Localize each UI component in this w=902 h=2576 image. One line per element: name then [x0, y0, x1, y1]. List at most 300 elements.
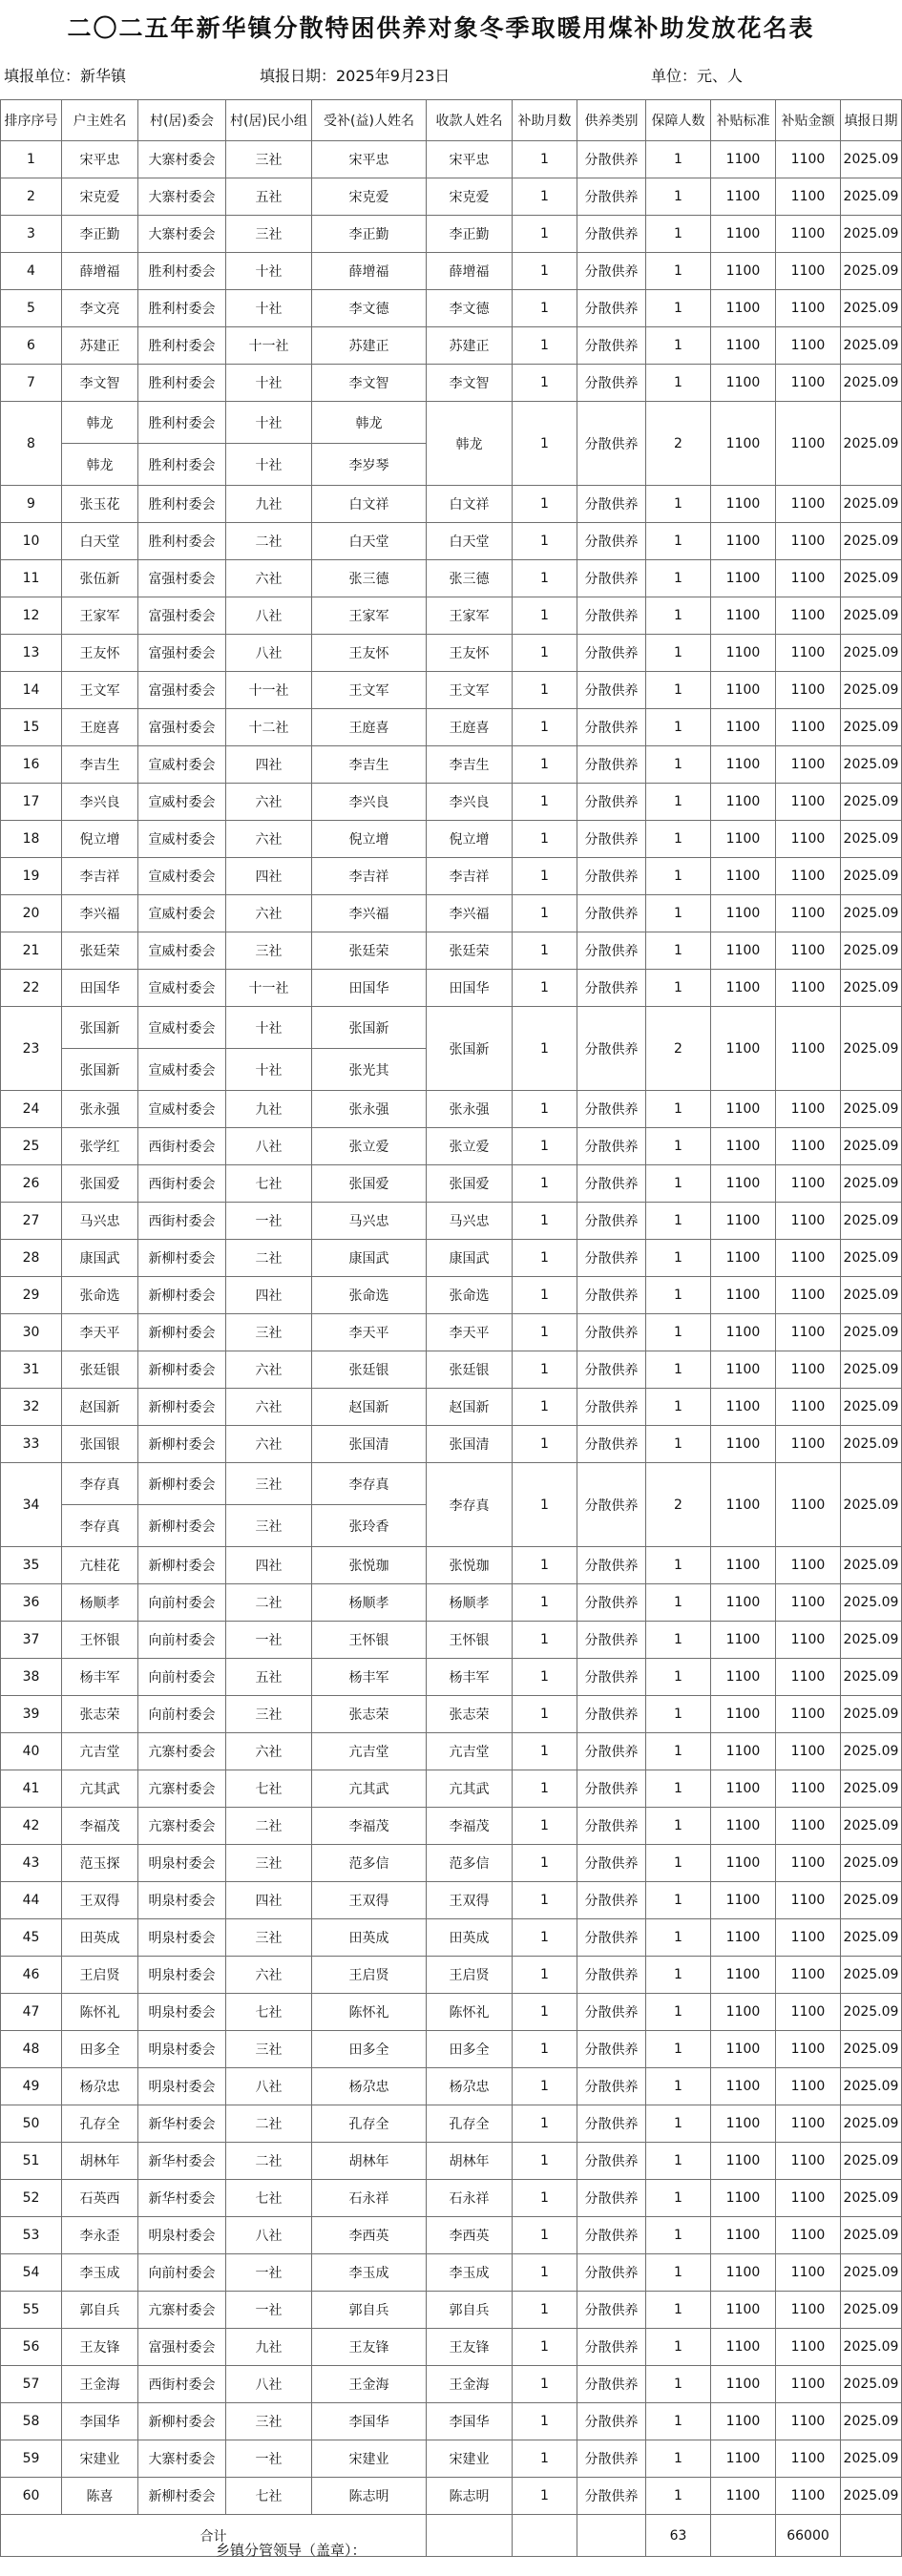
table-row	[1, 895, 902, 932]
table-row	[1, 1622, 902, 1659]
subsidy-standard-cell: 1100	[711, 1845, 776, 1882]
payee-name-cell: 王文军	[427, 672, 513, 709]
beneficiary-name-cell: 范多信	[312, 1845, 427, 1882]
row-number-cell: 34	[1, 1463, 62, 1547]
fill-date-cell: 2025.09	[841, 1994, 902, 2031]
household-head-cell: 张廷银	[62, 1351, 138, 1389]
village-committee-cell: 新柳村委会	[138, 1351, 226, 1389]
household-head-cell: 王怀银	[62, 1622, 138, 1659]
total-row	[1, 2515, 902, 2557]
support-type-cell: 分散供养	[577, 2031, 646, 2068]
subsidy-standard-cell: 1100	[711, 2478, 776, 2515]
village-group-cell: 十一社	[226, 327, 312, 365]
table-row	[1, 1426, 902, 1463]
household-head-cell: 王文军	[62, 672, 138, 709]
fill-date-cell: 2025.09	[841, 1426, 902, 1463]
support-type-cell: 分散供养	[577, 2105, 646, 2143]
fill-date-cell: 2025.09	[841, 1659, 902, 1696]
subsidy-amount-cell: 1100	[776, 1203, 841, 1240]
fill-date-cell: 2025.09	[841, 709, 902, 746]
subsidy-standard-cell: 1100	[711, 2068, 776, 2105]
village-committee-cell: 向前村委会	[138, 1659, 226, 1696]
total-empty-cell	[711, 2515, 776, 2557]
support-type-cell: 分散供养	[577, 970, 646, 1007]
household-head-cell: 范玉探	[62, 1845, 138, 1882]
subsidy-standard-cell: 1100	[711, 597, 776, 635]
payee-name-cell: 宋平忠	[427, 141, 513, 178]
beneficiary-name-cell: 王怀银	[312, 1622, 427, 1659]
subsidy-amount-cell: 1100	[776, 327, 841, 365]
fill-date-cell: 2025.09	[841, 365, 902, 402]
beneficiary-name-cell: 薛增福	[312, 253, 427, 290]
row-number-cell: 44	[1, 1882, 62, 1919]
household-head-cell: 李吉生	[62, 746, 138, 784]
table-row	[1, 2031, 902, 2068]
row-number-cell: 57	[1, 2366, 62, 2403]
row-number-cell: 56	[1, 2329, 62, 2366]
village-committee-cell: 明泉村委会	[138, 1845, 226, 1882]
subsidy-standard-cell: 1100	[711, 970, 776, 1007]
village-committee-cell: 亢寨村委会	[138, 1770, 226, 1808]
covered-people-cell: 1	[646, 2329, 711, 2366]
beneficiary-name-cell: 倪立增	[312, 821, 427, 858]
total-empty-cell	[841, 2515, 902, 2557]
beneficiary-name-cell: 杨丰军	[312, 1659, 427, 1696]
table-row	[1, 821, 902, 858]
village-committee-cell: 胜利村委会	[138, 402, 226, 444]
village-group-cell: 十社	[226, 253, 312, 290]
household-head-cell: 张学红	[62, 1128, 138, 1165]
subsidy-standard-cell: 1100	[711, 2292, 776, 2329]
table-row	[1, 1659, 902, 1696]
village-committee-cell: 宣威村委会	[138, 932, 226, 970]
fill-date-cell: 2025.09	[841, 327, 902, 365]
support-type-cell: 分散供养	[577, 1314, 646, 1351]
header-cell: 收款人姓名	[427, 100, 513, 141]
subsidy-months-cell: 1	[513, 1622, 577, 1659]
subsidy-months-cell: 1	[513, 821, 577, 858]
village-committee-cell: 新柳村委会	[138, 1240, 226, 1277]
row-number-cell: 52	[1, 2180, 62, 2217]
payee-name-cell: 王友锋	[427, 2329, 513, 2366]
household-head-cell: 田多全	[62, 2031, 138, 2068]
support-type-cell: 分散供养	[577, 365, 646, 402]
support-type-cell: 分散供养	[577, 141, 646, 178]
row-number-cell: 55	[1, 2292, 62, 2329]
village-committee-cell: 明泉村委会	[138, 2217, 226, 2254]
village-committee-cell: 胜利村委会	[138, 444, 226, 486]
beneficiary-name-cell: 胡林年	[312, 2143, 427, 2180]
subsidy-amount-cell: 1100	[776, 895, 841, 932]
row-number-cell: 1	[1, 141, 62, 178]
subsidy-months-cell: 1	[513, 178, 577, 216]
subsidy-amount-cell: 1100	[776, 932, 841, 970]
row-number-cell: 37	[1, 1622, 62, 1659]
village-group-cell: 三社	[226, 932, 312, 970]
subsidy-standard-cell: 1100	[711, 1007, 776, 1091]
row-number-cell: 26	[1, 1165, 62, 1203]
payee-name-cell: 韩龙	[427, 402, 513, 486]
fill-date-cell: 2025.09	[841, 746, 902, 784]
household-head-cell: 李吉祥	[62, 858, 138, 895]
beneficiary-name-cell: 白文祥	[312, 486, 427, 523]
beneficiary-name-cell: 李存真	[312, 1463, 427, 1505]
beneficiary-name-cell: 张永强	[312, 1091, 427, 1128]
support-type-cell: 分散供养	[577, 1808, 646, 1845]
beneficiary-name-cell: 韩龙	[312, 402, 427, 444]
support-type-cell: 分散供养	[577, 2254, 646, 2292]
subsidy-standard-cell: 1100	[711, 635, 776, 672]
fill-date-cell: 2025.09	[841, 970, 902, 1007]
village-committee-cell: 新柳村委会	[138, 1547, 226, 1584]
household-head-cell: 田国华	[62, 970, 138, 1007]
village-group-cell: 六社	[226, 1351, 312, 1389]
header-cell: 受补(益)人姓名	[312, 100, 427, 141]
covered-people-cell: 1	[646, 1994, 711, 2031]
table-row	[1, 560, 902, 597]
payee-name-cell: 杨丰军	[427, 1659, 513, 1696]
support-type-cell: 分散供养	[577, 2478, 646, 2515]
beneficiary-name-cell: 苏建正	[312, 327, 427, 365]
village-group-cell: 六社	[226, 1957, 312, 1994]
covered-people-cell: 1	[646, 327, 711, 365]
village-committee-cell: 明泉村委会	[138, 1919, 226, 1957]
row-number-cell: 33	[1, 1426, 62, 1463]
payee-name-cell: 杨顺孝	[427, 1584, 513, 1622]
support-type-cell: 分散供养	[577, 1733, 646, 1770]
row-number-cell: 51	[1, 2143, 62, 2180]
fill-date-cell: 2025.09	[841, 1240, 902, 1277]
fill-date-cell: 2025.09	[841, 1808, 902, 1845]
village-group-cell: 十社	[226, 1049, 312, 1091]
subsidy-months-cell: 1	[513, 1808, 577, 1845]
subsidy-months-cell: 1	[513, 1165, 577, 1203]
support-type-cell: 分散供养	[577, 895, 646, 932]
village-group-cell: 七社	[226, 2478, 312, 2515]
subsidy-standard-cell: 1100	[711, 1128, 776, 1165]
payee-name-cell: 胡林年	[427, 2143, 513, 2180]
subsidy-standard-cell: 1100	[711, 1277, 776, 1314]
subsidy-roster-table	[0, 99, 902, 2557]
village-group-cell: 六社	[226, 784, 312, 821]
fill-date-cell: 2025.09	[841, 2105, 902, 2143]
subsidy-months-cell: 1	[513, 1733, 577, 1770]
fill-date-cell: 2025.09	[841, 1314, 902, 1351]
payee-name-cell: 李玉成	[427, 2254, 513, 2292]
row-number-cell: 43	[1, 1845, 62, 1882]
household-head-cell: 张伍新	[62, 560, 138, 597]
village-committee-cell: 宣威村委会	[138, 746, 226, 784]
row-number-cell: 25	[1, 1128, 62, 1165]
header-cell: 补助月数	[513, 100, 577, 141]
subsidy-months-cell: 1	[513, 1770, 577, 1808]
beneficiary-name-cell: 白天堂	[312, 523, 427, 560]
household-head-cell: 苏建正	[62, 327, 138, 365]
fill-date-cell: 2025.09	[841, 1733, 902, 1770]
subsidy-months-cell: 1	[513, 2440, 577, 2478]
fill-date-cell: 2025.09	[841, 597, 902, 635]
covered-people-cell: 1	[646, 1808, 711, 1845]
fill-date-cell: 2025.09	[841, 932, 902, 970]
beneficiary-name-cell: 张光其	[312, 1049, 427, 1091]
covered-people-cell: 2	[646, 1463, 711, 1547]
subsidy-amount-cell: 1100	[776, 1463, 841, 1547]
household-head-cell: 张国新	[62, 1049, 138, 1091]
fill-date-cell: 2025.09	[841, 1277, 902, 1314]
payee-name-cell: 张廷荣	[427, 932, 513, 970]
table-row	[1, 2068, 902, 2105]
subsidy-standard-cell: 1100	[711, 1770, 776, 1808]
row-number-cell: 60	[1, 2478, 62, 2515]
village-group-cell: 四社	[226, 1547, 312, 1584]
subsidy-months-cell: 1	[513, 932, 577, 970]
beneficiary-name-cell: 宋建业	[312, 2440, 427, 2478]
village-group-cell: 八社	[226, 2217, 312, 2254]
table-row	[1, 2403, 902, 2440]
support-type-cell: 分散供养	[577, 2143, 646, 2180]
covered-people-cell: 1	[646, 970, 711, 1007]
subsidy-amount-cell: 1100	[776, 2143, 841, 2180]
subsidy-months-cell: 1	[513, 1845, 577, 1882]
table-row	[1, 2254, 902, 2292]
subsidy-amount-cell: 1100	[776, 1389, 841, 1426]
row-number-cell: 49	[1, 2068, 62, 2105]
report-date: 填报日期：2025年9月23日	[260, 67, 451, 85]
village-committee-cell: 宣威村委会	[138, 858, 226, 895]
fill-date-cell: 2025.09	[841, 672, 902, 709]
row-number-cell: 19	[1, 858, 62, 895]
header-cell: 保障人数	[646, 100, 711, 141]
household-head-cell: 李正勤	[62, 216, 138, 253]
payee-name-cell: 张三德	[427, 560, 513, 597]
village-committee-cell: 富强村委会	[138, 597, 226, 635]
support-type-cell: 分散供养	[577, 1091, 646, 1128]
payee-name-cell: 陈志明	[427, 2478, 513, 2515]
header-cell: 填报日期	[841, 100, 902, 141]
table-row	[1, 1770, 902, 1808]
beneficiary-name-cell: 王家军	[312, 597, 427, 635]
subsidy-months-cell: 1	[513, 402, 577, 486]
village-committee-cell: 宣威村委会	[138, 895, 226, 932]
village-committee-cell: 新华村委会	[138, 2180, 226, 2217]
table-row	[1, 178, 902, 216]
row-number-cell: 15	[1, 709, 62, 746]
support-type-cell: 分散供养	[577, 523, 646, 560]
covered-people-cell: 1	[646, 1882, 711, 1919]
roster-body	[1, 141, 902, 2557]
subsidy-amount-cell: 1100	[776, 821, 841, 858]
subsidy-standard-cell: 1100	[711, 2403, 776, 2440]
table-row	[1, 1007, 902, 1049]
subsidy-amount-cell: 1100	[776, 672, 841, 709]
subsidy-standard-cell: 1100	[711, 2329, 776, 2366]
payee-name-cell: 张悦珈	[427, 1547, 513, 1584]
subsidy-standard-cell: 1100	[711, 1994, 776, 2031]
table-row	[1, 2217, 902, 2254]
beneficiary-name-cell: 李玉成	[312, 2254, 427, 2292]
payee-name-cell: 李福茂	[427, 1808, 513, 1845]
subsidy-months-cell: 1	[513, 2143, 577, 2180]
subsidy-months-cell: 1	[513, 365, 577, 402]
row-number-cell: 11	[1, 560, 62, 597]
support-type-cell: 分散供养	[577, 1919, 646, 1957]
village-group-cell: 五社	[226, 1659, 312, 1696]
fill-date-cell: 2025.09	[841, 1584, 902, 1622]
beneficiary-name-cell: 张立爱	[312, 1128, 427, 1165]
subsidy-standard-cell: 1100	[711, 672, 776, 709]
support-type-cell: 分散供养	[577, 1994, 646, 2031]
beneficiary-name-cell: 李天平	[312, 1314, 427, 1351]
fill-date-cell: 2025.09	[841, 1882, 902, 1919]
payee-name-cell: 赵国新	[427, 1389, 513, 1426]
subsidy-months-cell: 1	[513, 2254, 577, 2292]
household-head-cell: 李兴良	[62, 784, 138, 821]
support-type-cell: 分散供养	[577, 1659, 646, 1696]
row-number-cell: 23	[1, 1007, 62, 1091]
fill-date-cell: 2025.09	[841, 290, 902, 327]
row-number-cell: 32	[1, 1389, 62, 1426]
table-row	[1, 141, 902, 178]
subsidy-months-cell: 1	[513, 1994, 577, 2031]
village-group-cell: 八社	[226, 597, 312, 635]
village-committee-cell: 胜利村委会	[138, 327, 226, 365]
header-cell: 村(居)民小组	[226, 100, 312, 141]
support-type-cell: 分散供养	[577, 1882, 646, 1919]
row-number-cell: 27	[1, 1203, 62, 1240]
household-head-cell: 石英西	[62, 2180, 138, 2217]
subsidy-months-cell: 1	[513, 290, 577, 327]
household-head-cell: 李文智	[62, 365, 138, 402]
row-number-cell: 48	[1, 2031, 62, 2068]
household-head-cell: 韩龙	[62, 444, 138, 486]
village-group-cell: 九社	[226, 486, 312, 523]
row-number-cell: 58	[1, 2403, 62, 2440]
beneficiary-name-cell: 张廷荣	[312, 932, 427, 970]
village-committee-cell: 富强村委会	[138, 672, 226, 709]
table-row	[1, 486, 902, 523]
subsidy-amount-cell: 1100	[776, 1547, 841, 1584]
household-head-cell: 王双得	[62, 1882, 138, 1919]
household-head-cell: 王友怀	[62, 635, 138, 672]
subsidy-standard-cell: 1100	[711, 2180, 776, 2217]
header-cell: 户主姓名	[62, 100, 138, 141]
village-committee-cell: 大寨村委会	[138, 178, 226, 216]
village-group-cell: 九社	[226, 1091, 312, 1128]
support-type-cell: 分散供养	[577, 1696, 646, 1733]
table-row	[1, 1240, 902, 1277]
support-type-cell: 分散供养	[577, 2180, 646, 2217]
subsidy-amount-cell: 1100	[776, 1584, 841, 1622]
covered-people-cell: 1	[646, 1203, 711, 1240]
subsidy-amount-cell: 1100	[776, 1696, 841, 1733]
beneficiary-name-cell: 杨尕忠	[312, 2068, 427, 2105]
support-type-cell: 分散供养	[577, 2366, 646, 2403]
village-committee-cell: 新华村委会	[138, 2143, 226, 2180]
row-number-cell: 50	[1, 2105, 62, 2143]
village-group-cell: 六社	[226, 1426, 312, 1463]
village-committee-cell: 西街村委会	[138, 1128, 226, 1165]
row-number-cell: 47	[1, 1994, 62, 2031]
subsidy-amount-cell: 1100	[776, 365, 841, 402]
table-row	[1, 1128, 902, 1165]
village-group-cell: 三社	[226, 1696, 312, 1733]
subsidy-amount-cell: 1100	[776, 290, 841, 327]
village-committee-cell: 富强村委会	[138, 2329, 226, 2366]
subsidy-standard-cell: 1100	[711, 1733, 776, 1770]
payee-name-cell: 宋克爱	[427, 178, 513, 216]
subsidy-standard-cell: 1100	[711, 327, 776, 365]
village-committee-cell: 宣威村委会	[138, 1007, 226, 1049]
subsidy-amount-cell: 1100	[776, 1091, 841, 1128]
row-number-cell: 14	[1, 672, 62, 709]
covered-people-cell: 1	[646, 672, 711, 709]
beneficiary-name-cell: 张命选	[312, 1277, 427, 1314]
subsidy-standard-cell: 1100	[711, 1091, 776, 1128]
table-row	[1, 1389, 902, 1426]
household-head-cell: 王金海	[62, 2366, 138, 2403]
row-number-cell: 21	[1, 932, 62, 970]
payee-name-cell: 苏建正	[427, 327, 513, 365]
subsidy-months-cell: 1	[513, 2403, 577, 2440]
covered-people-cell: 1	[646, 1770, 711, 1808]
beneficiary-name-cell: 康国武	[312, 1240, 427, 1277]
household-head-cell: 宋建业	[62, 2440, 138, 2478]
subsidy-standard-cell: 1100	[711, 1659, 776, 1696]
subsidy-amount-cell: 1100	[776, 597, 841, 635]
village-committee-cell: 新柳村委会	[138, 1505, 226, 1547]
row-number-cell: 5	[1, 290, 62, 327]
subsidy-standard-cell: 1100	[711, 932, 776, 970]
payee-name-cell: 孔存全	[427, 2105, 513, 2143]
beneficiary-name-cell: 李岁琴	[312, 444, 427, 486]
table-row	[1, 2366, 902, 2403]
row-number-cell: 41	[1, 1770, 62, 1808]
household-head-cell: 康国武	[62, 1240, 138, 1277]
household-head-cell: 陈喜	[62, 2478, 138, 2515]
village-group-cell: 六社	[226, 895, 312, 932]
village-group-cell: 二社	[226, 1808, 312, 1845]
beneficiary-name-cell: 李吉生	[312, 746, 427, 784]
table-row	[1, 709, 902, 746]
covered-people-cell: 1	[646, 486, 711, 523]
fill-date-cell: 2025.09	[841, 635, 902, 672]
total-label-cell: 合计	[1, 2515, 427, 2557]
covered-people-cell: 1	[646, 2143, 711, 2180]
row-number-cell: 16	[1, 746, 62, 784]
fill-date-cell: 2025.09	[841, 1463, 902, 1547]
header-cell: 排序序号	[1, 100, 62, 141]
covered-people-cell: 1	[646, 1314, 711, 1351]
village-group-cell: 十社	[226, 444, 312, 486]
table-row	[1, 402, 902, 444]
subsidy-amount-cell: 1100	[776, 746, 841, 784]
household-head-cell: 田英成	[62, 1919, 138, 1957]
row-number-cell: 30	[1, 1314, 62, 1351]
household-head-cell: 宋平忠	[62, 141, 138, 178]
subsidy-amount-cell: 1100	[776, 523, 841, 560]
village-committee-cell: 大寨村委会	[138, 141, 226, 178]
covered-people-cell: 1	[646, 1845, 711, 1882]
village-group-cell: 八社	[226, 2366, 312, 2403]
household-head-cell: 李存真	[62, 1463, 138, 1505]
village-committee-cell: 新柳村委会	[138, 2478, 226, 2515]
payee-name-cell: 陈怀礼	[427, 1994, 513, 2031]
covered-people-cell: 2	[646, 1007, 711, 1091]
village-committee-cell: 胜利村委会	[138, 523, 226, 560]
support-type-cell: 分散供养	[577, 402, 646, 486]
table-row	[1, 672, 902, 709]
fill-date-cell: 2025.09	[841, 1091, 902, 1128]
